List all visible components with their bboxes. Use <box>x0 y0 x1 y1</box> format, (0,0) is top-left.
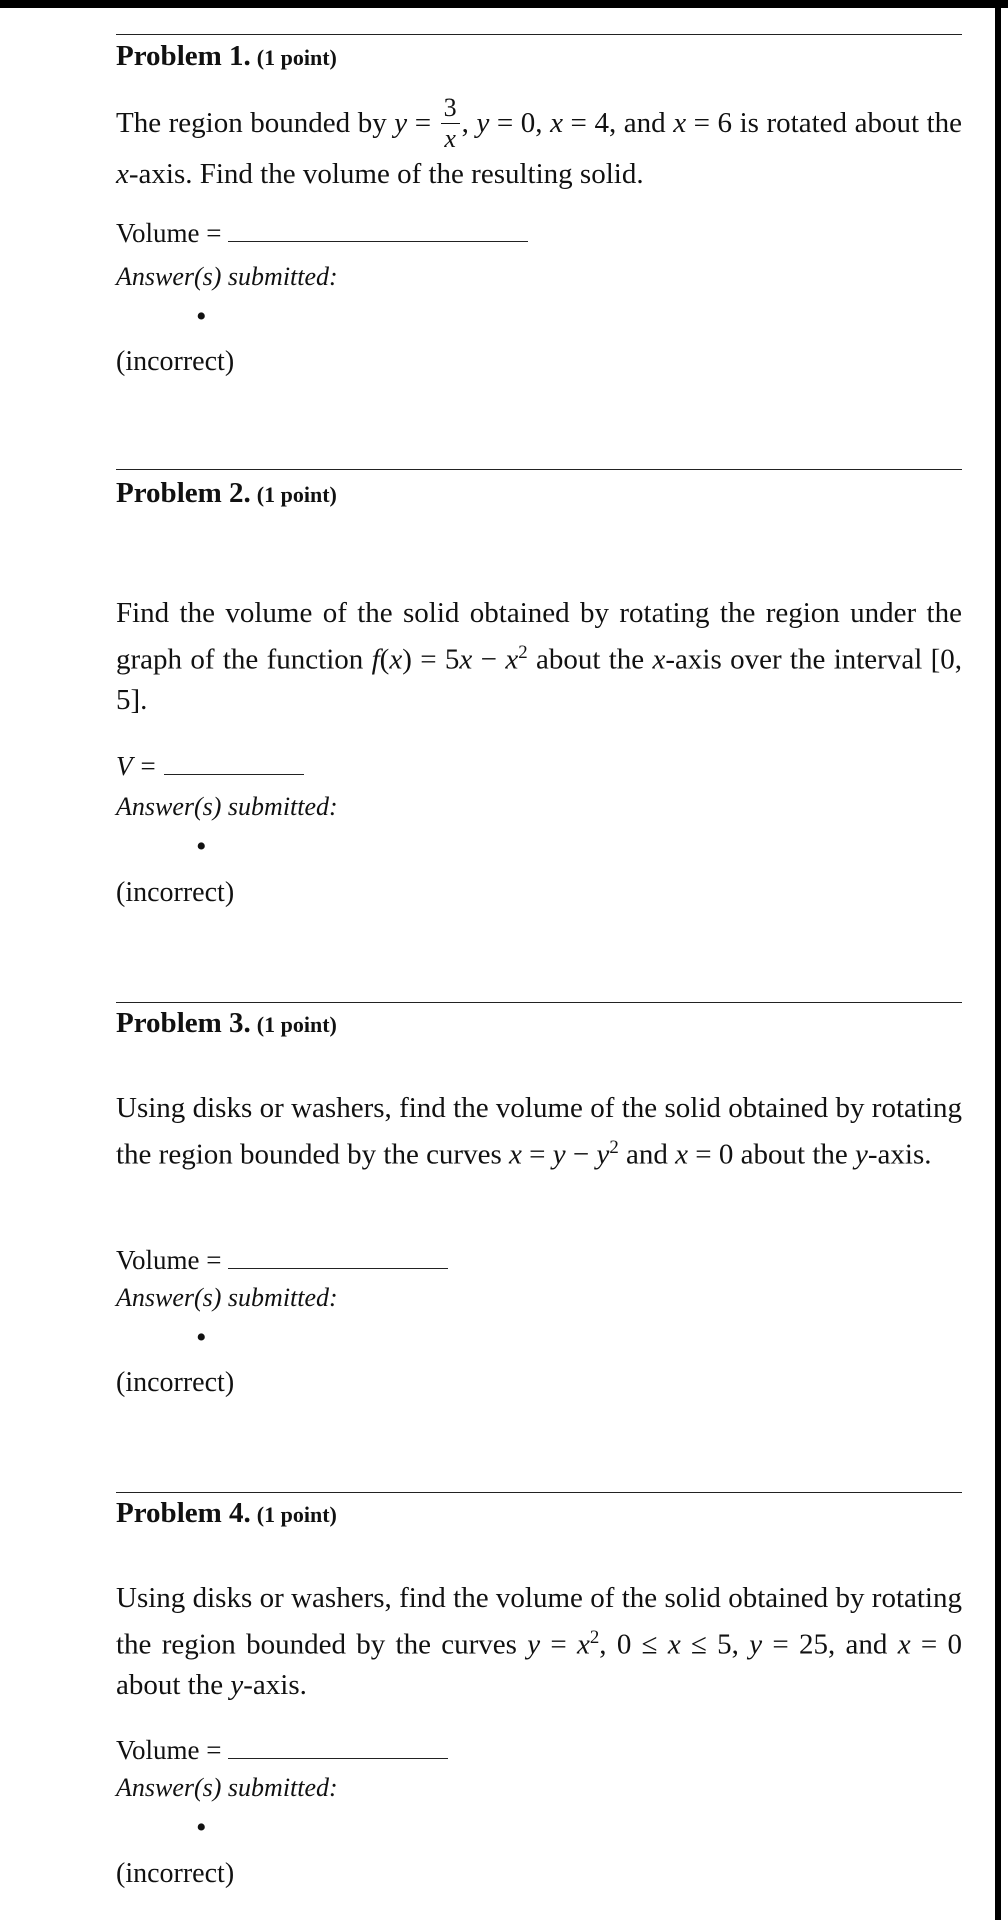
problem-3-statement <box>116 1088 962 1175</box>
math-var: x <box>509 1138 522 1171</box>
statement-text: , <box>461 107 477 140</box>
problem-3-answer-row <box>116 1245 448 1276</box>
problem-4-status: (incorrect) <box>116 1858 235 1889</box>
problem-4-submitted-label: Answer(s) submitted: <box>116 1773 338 1802</box>
statement-text: about the <box>527 643 653 676</box>
problem-3-submitted-bullet: • <box>196 1321 207 1354</box>
statement-text: = 0 about the <box>688 1138 855 1171</box>
problem-2-submitted-label: Answer(s) submitted: <box>116 792 338 821</box>
problem-2-submitted-bullet: • <box>196 830 207 863</box>
statement-text: The region bounded by <box>116 107 395 140</box>
problem-1-status: (incorrect) <box>116 346 235 377</box>
problem-4-submitted-bullet: • <box>196 1811 207 1844</box>
statement-text: and <box>618 1138 676 1171</box>
math-var: x <box>577 1628 590 1661</box>
statement-text: -axis over the interval [0, 5]. <box>116 643 963 716</box>
statement-text: -axis. <box>243 1668 307 1701</box>
problem-2-statement <box>116 593 962 720</box>
exponent: 2 <box>589 1627 600 1648</box>
math-var: y <box>527 1628 541 1661</box>
problem-3-title: Problem 3. <box>116 1007 251 1039</box>
problem-3-submitted-label: Answer(s) submitted: <box>116 1283 338 1312</box>
problem-3-points: (1 point) <box>256 1012 337 1037</box>
problem-1-divider <box>116 34 962 35</box>
answer-field[interactable] <box>228 1258 448 1269</box>
problem-1-title: Problem 1. <box>116 40 251 72</box>
statement-text: − <box>565 1138 597 1171</box>
math-var: y <box>230 1668 244 1701</box>
math-var: y <box>394 107 408 140</box>
problem-4-title: Problem 4. <box>116 1497 251 1529</box>
statement-text: , 0 ≤ <box>599 1628 668 1661</box>
statement-text: ( <box>379 643 390 676</box>
problem-1-submitted-bullet: • <box>196 300 207 333</box>
answer-field[interactable] <box>228 1748 448 1759</box>
problem-2-title: Problem 2. <box>116 477 251 509</box>
problem-2-heading <box>116 477 337 510</box>
right-border <box>995 0 1001 1920</box>
math-var: x <box>550 107 563 140</box>
statement-text: -axis. <box>867 1138 932 1171</box>
statement-text: = <box>540 1628 577 1661</box>
statement-text: − <box>472 643 506 676</box>
math-var: y <box>596 1138 610 1171</box>
answer-field[interactable] <box>164 764 304 775</box>
problem-1-submitted-label: Answer(s) submitted: <box>116 262 338 291</box>
problem-4-statement <box>116 1578 962 1705</box>
problem-1-statement <box>116 93 962 194</box>
problem-4-heading <box>116 1497 337 1530</box>
top-border <box>0 0 1008 8</box>
math-var: x <box>667 1628 681 1661</box>
math-var: y <box>552 1138 566 1171</box>
statement-text: = 25, and <box>762 1628 898 1661</box>
problem-3-status: (incorrect) <box>116 1367 235 1398</box>
problem-3-heading <box>116 1007 337 1040</box>
problem-4-answer-row <box>116 1735 448 1766</box>
problem-1-answer-row <box>116 218 528 249</box>
fraction-denominator: x <box>444 124 456 153</box>
problem-2-points: (1 point) <box>256 482 337 507</box>
statement-text: Using disks or washers, find the volume of the solid obtained by rotating the region bounded by the curves <box>116 1582 962 1661</box>
statement-text: = <box>521 1138 553 1171</box>
statement-text: ≤ 5, <box>680 1628 750 1661</box>
math-var: x <box>673 107 687 140</box>
fraction <box>441 95 460 152</box>
math-var: x <box>897 1628 911 1661</box>
answer-label: Volume = <box>116 1735 222 1765</box>
math-var: x <box>116 158 129 190</box>
statement-text: = 0 about the <box>116 1628 962 1701</box>
problem-3-divider <box>116 1002 962 1003</box>
math-var: x <box>675 1138 689 1171</box>
answer-label: Volume = <box>116 1245 222 1275</box>
statement-text: Find the volume of the solid obtained by rotating the region under the graph of the function <box>116 597 962 676</box>
answer-label: Volume = <box>116 218 222 248</box>
exponent: 2 <box>518 642 528 663</box>
problem-2-status: (incorrect) <box>116 877 235 908</box>
answer-field[interactable] <box>228 231 528 242</box>
problem-2-divider <box>116 469 962 470</box>
statement-text: = 6 is rotated about the <box>686 107 962 140</box>
math-var: x <box>652 643 666 676</box>
statement-text: = 4, and <box>562 107 674 140</box>
statement-text: = 0, <box>489 107 551 140</box>
statement-text: -axis. Find the volume of the resulting solid. <box>128 158 644 190</box>
exponent: 2 <box>609 1137 619 1158</box>
statement-text: ) = 5 <box>402 643 460 676</box>
problem-1-points: (1 point) <box>256 45 337 70</box>
math-var: x <box>459 643 473 676</box>
answer-label: V = <box>116 751 157 781</box>
math-var: y <box>855 1138 868 1171</box>
math-var: x <box>505 643 519 676</box>
fraction-numerator: 3 <box>441 95 460 124</box>
math-var: y <box>749 1628 763 1661</box>
problem-1-heading <box>116 40 337 73</box>
math-var: y <box>476 107 490 140</box>
math-var: x <box>389 643 403 676</box>
statement-text: = <box>407 107 439 140</box>
statement-text: Using disks or washers, find the volume of the solid obtained by rotating the region bounded by the curves <box>116 1092 962 1171</box>
problem-2-answer-row <box>116 751 304 782</box>
problem-4-points: (1 point) <box>256 1502 337 1527</box>
math-var: f <box>371 643 380 676</box>
problem-4-divider <box>116 1492 962 1493</box>
